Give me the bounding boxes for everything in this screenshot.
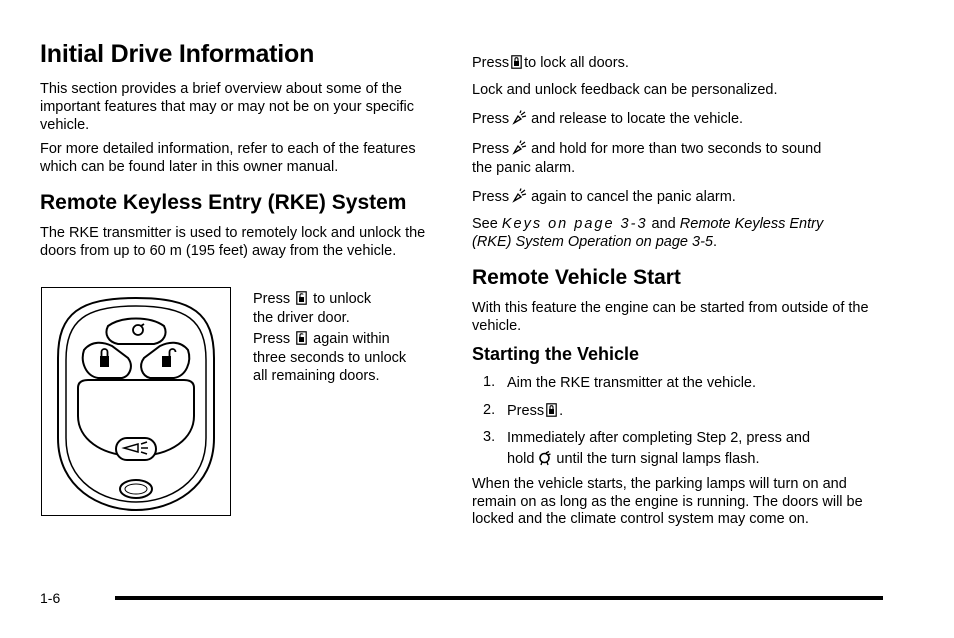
press-label: Press: [472, 111, 510, 127]
unlock-line-4: three seconds to unlock: [253, 350, 407, 366]
footer-rule: [115, 596, 883, 600]
rke-link-cont[interactable]: (RKE) System Operation on page 3-5: [472, 234, 713, 250]
key-fob-image: [42, 288, 230, 515]
lock-icon: [546, 403, 557, 417]
cancel-text: again to cancel the panic alarm.: [531, 189, 736, 205]
rvs-heading: Remote Vehicle Start: [472, 266, 681, 289]
unlock-line-5: all remaining doors.: [253, 368, 380, 384]
rvs-body: With this feature the engine can be started from outside of the vehicle.: [472, 300, 869, 334]
step-2-number: 2.: [483, 402, 496, 418]
intro-paragraph-2: For more detailed information, refer to each of the features which can be found later in this owner manual.: [40, 141, 416, 175]
hold-label: hold: [507, 451, 535, 467]
press-label: Press: [253, 291, 291, 307]
feedback-line: Lock and unlock feedback can be personalized.: [472, 82, 778, 98]
unlock-text: again within: [313, 331, 390, 347]
panic-line-1: [472, 140, 821, 158]
keys-link[interactable]: Keys on page 3-3: [501, 216, 648, 232]
step-3-line-2: [507, 450, 760, 468]
step-1: Aim the RKE transmitter at the vehicle.: [507, 375, 757, 391]
step-3-line-1: Immediately after completing Step 2, press and: [507, 430, 811, 446]
unlock-icon: [296, 331, 307, 345]
lock-text: to lock all doors.: [524, 55, 629, 71]
press-label: Press: [507, 403, 545, 419]
rke-fob-illustration: [41, 287, 231, 516]
unlock-text: to unlock: [313, 291, 372, 307]
remote-start-icon: [537, 450, 553, 466]
panic-horn-icon: [512, 140, 528, 156]
lock-line: [472, 54, 629, 72]
unlock-line-3: [253, 330, 443, 348]
rke-body: The RKE transmitter is used to remotely lock and unlock the doors from up to 60 m (195 feet) away from the vehicle.: [40, 225, 426, 259]
locate-text: and release to locate the vehicle.: [531, 111, 744, 127]
press-label: Press: [472, 189, 510, 205]
see-line-2: [472, 233, 717, 251]
intro-paragraph-1: This section provides a brief overview about some of the important features that may or may not be on your specific vehicle.: [40, 81, 414, 133]
panic-horn-icon: [512, 188, 528, 204]
closing-paragraph: When the vehicle starts, the parking lamps will turn on and remain on as long as the engine is running. The doors will be locked and the climate control system may come on.: [472, 476, 863, 527]
see-label: See: [472, 216, 498, 232]
starting-heading: Starting the Vehicle: [472, 344, 640, 364]
locate-line: [472, 110, 743, 128]
press-label: Press: [472, 141, 510, 157]
press-label: Press: [253, 331, 291, 347]
unlock-line-1: [253, 290, 443, 308]
page-number: 1-6: [40, 590, 61, 606]
panic-line-2: the panic alarm.: [472, 160, 576, 176]
rke-link[interactable]: Remote Keyless Entry: [679, 216, 824, 232]
and-label: and: [651, 216, 676, 232]
rke-heading: Remote Keyless Entry (RKE) System: [40, 191, 407, 214]
panic-text: and hold for more than two seconds to sound: [531, 141, 822, 157]
step-2: [507, 402, 563, 420]
lock-icon: [511, 55, 522, 69]
press-label: Press: [472, 55, 510, 71]
period: .: [559, 403, 564, 419]
panic-horn-icon: [512, 110, 528, 126]
step-3-number: 3.: [483, 429, 496, 445]
step-3-text: until the turn signal lamps flash.: [556, 451, 760, 467]
period: .: [712, 234, 718, 250]
page-title: Initial Drive Information: [40, 40, 315, 68]
unlock-line-2: the driver door.: [253, 310, 350, 326]
unlock-icon: [296, 291, 307, 305]
cancel-line: [472, 188, 736, 206]
see-line-1: [472, 215, 823, 233]
step-1-number: 1.: [483, 374, 496, 390]
